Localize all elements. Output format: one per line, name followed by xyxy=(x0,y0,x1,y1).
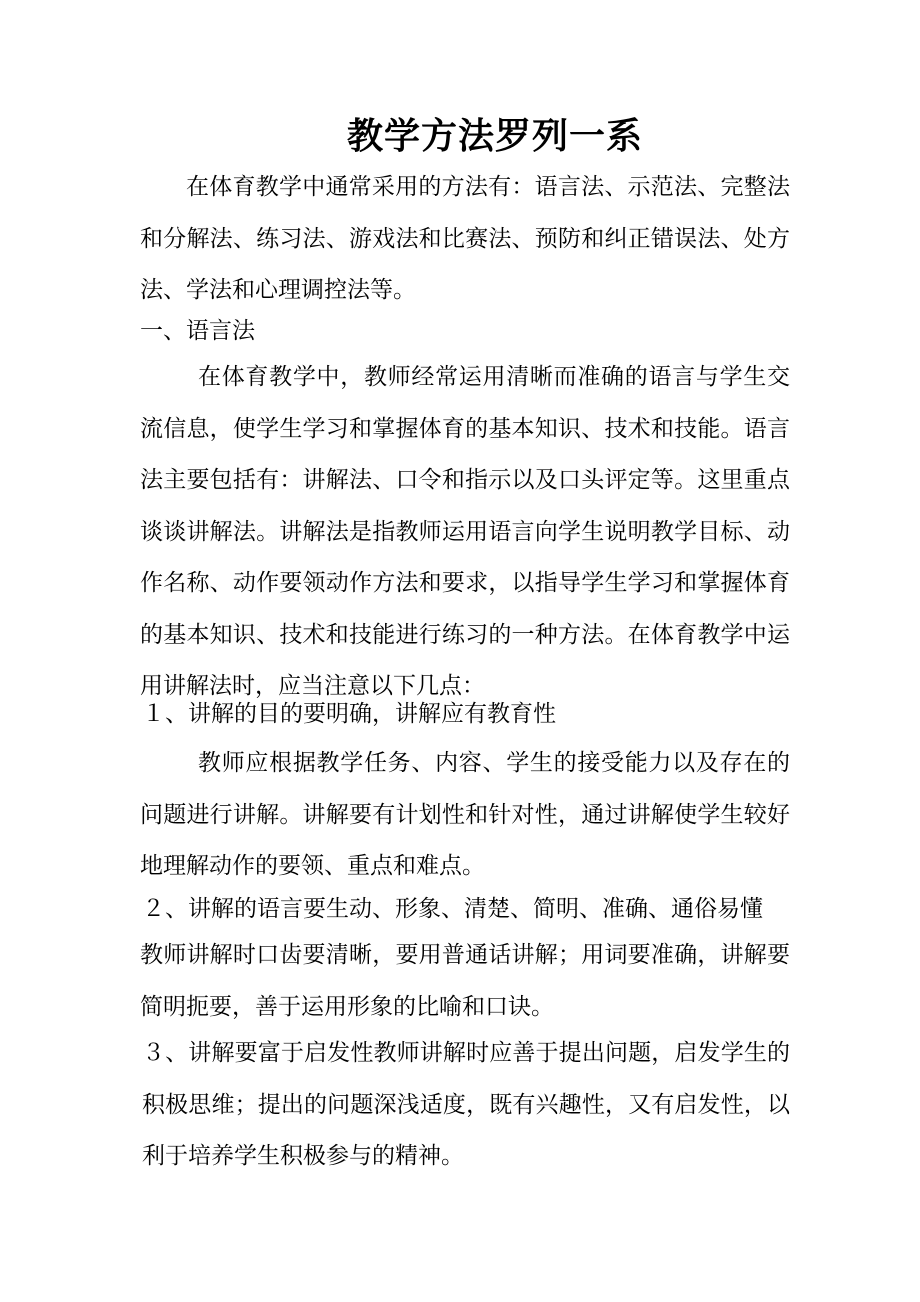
point-1-paragraph: 教师应根据教学任务、内容、学生的接受能力以及存在的问题进行讲解。讲解要有计划性和针对性，通过讲解使学生较好地理解动作的要领、重点和难点。 xyxy=(140,750,790,879)
point-2-paragraph: 教师讲解时口齿要清晰，要用普通话讲解；用词要准确，讲解要简明扼要，善于运用形象的比喻和口诀。 xyxy=(140,942,790,1020)
language-method-paragraph: 在体育教学中，教师经常运用清晰而准确的语言与学生交流信息，使学生学习和掌握体育的基本知识、技术和技能。语言法主要包括有：讲解法、口令和指示以及口头评定等。这里重点谈谈讲解法。讲解法是指教师运用语言向学生说明教学目标、动作名称、动作要领动作方法和要求，以指导学生学习和掌握体育的基本知识、技术和技能进行练习的一种方法。在体育教学中运用讲解法时，应当注意以下几点： xyxy=(140,364,790,699)
point-3-paragraph: ３、讲解要富于启发性教师讲解时应善于提出问题，启发学生的积极思维；提出的问题深浅适度，既有兴趣性，又有启发性，以利于培养学生积极参与的精神。 xyxy=(142,1040,790,1169)
point-2-heading: ２、讲解的语言要生动、形象、清楚、简明、准确、通俗易懂 xyxy=(142,896,763,922)
page-title: 教学方法罗列一系 xyxy=(346,115,643,157)
point-1-heading: １、讲解的目的要明确，讲解应有教育性 xyxy=(142,701,556,727)
section-heading-language-method: 一、语言法 xyxy=(140,318,255,344)
intro-paragraph: 在体育教学中通常采用的方法有：语言法、示范法、完整法和分解法、练习法、游戏法和比赛法、预防和纠正错误法、处方法、学法和心理调控法等。 xyxy=(140,174,790,303)
